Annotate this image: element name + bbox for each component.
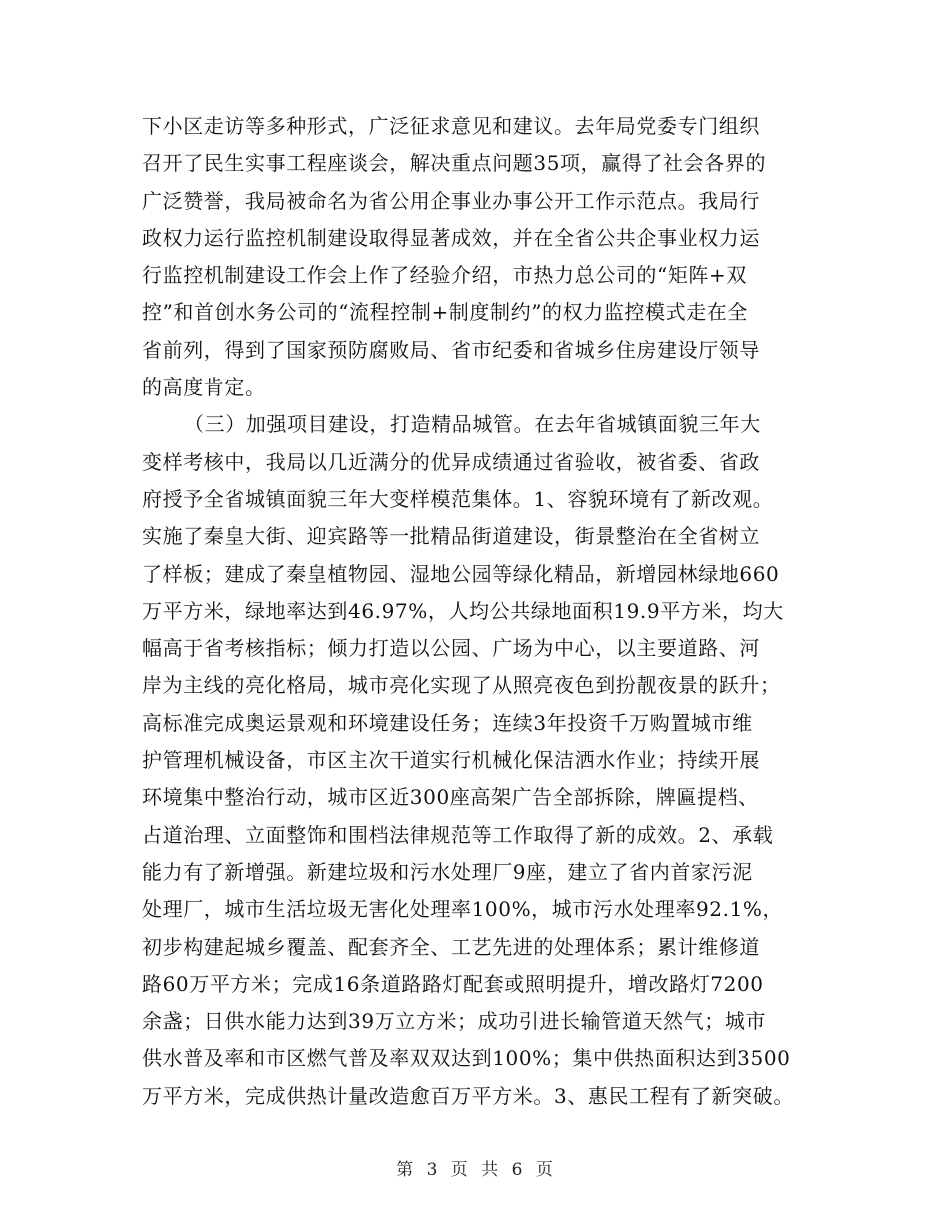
text-line: 岸为主线的亮化格局，城市亮化实现了从照亮夜色到扮靓夜景的跃升； <box>142 673 781 698</box>
text-line: 环境集中整治行动，城市区近300座高架广告全部拆除，牌匾提档、 <box>142 785 759 810</box>
text-line: 处理厂，城市生活垃圾无害化处理率100%，城市污水处理率92.1%， <box>142 897 784 922</box>
footer-page-unit: 页 <box>450 1160 469 1180</box>
footer-total-unit: 页 <box>535 1160 554 1180</box>
page-footer <box>0 1155 950 1180</box>
text-line: 召开了民生实事工程座谈会，解决重点问题35项，赢得了社会各界的 <box>142 151 767 176</box>
text-line: 幅高于省考核指标；倾力打造以公园、广场为中心，以主要道路、河 <box>142 636 760 661</box>
text-line: 万平方米，完成供热计量改造愈百万平方米。3、惠民工程有了新突破。 <box>142 1083 794 1108</box>
footer-total-prefix: 共 <box>481 1160 500 1180</box>
text-line: 府授予全省城镇面貌三年大变样模范集体。1、容貌环境有了新改观。 <box>142 486 774 511</box>
text-line: 的高度肯定。 <box>142 375 266 400</box>
text-line: 下小区走访等多种形式，广泛征求意见和建议。去年局党委专门组织 <box>142 114 760 138</box>
footer-prefix: 第 <box>396 1160 415 1180</box>
text-line: 了样板；建成了秦皇植物园、湿地公园等绿化精品，新增园林绿地660 <box>142 561 780 586</box>
text-line: 占道治理、立面整饰和围档法律规范等工作取得了新的成效。2、承载 <box>142 822 774 847</box>
text-line: 万平方米，绿地率达到46.97%，人均公共绿地面积19.9平方米，均大 <box>142 598 784 623</box>
current-page-number: 3 <box>426 1160 439 1180</box>
text-line: 广泛赞誉，我局被命名为省公用企事业办事公开工作示范点。我局行 <box>142 188 760 213</box>
text-line: 省前列，得到了国家预防腐败局、省市纪委和省城乡住房建设厅领导 <box>142 337 760 362</box>
text-line: 政权力运行监控机制建设取得显著成效，并在全省公共企事业权力运 <box>142 225 760 250</box>
text-line: 余盏；日供水能力达到39万立方米；成功引进长输管道天然气；城市 <box>142 1009 767 1034</box>
text-line: 路60万平方米；完成16条道路路灯配套或照明提升，增改路灯7200 <box>142 971 764 996</box>
text-line: 实施了秦皇大街、迎宾路等一批精品街道建设，街景整治在全省树立 <box>142 524 760 549</box>
text-line: 护管理机械设备，市区主次干道实行机械化保洁洒水作业；持续开展 <box>142 748 760 773</box>
body-text <box>142 108 832 1115</box>
section-heading-line: （三）加强项目建设，打造精品城管。在去年省城镇面貌三年大 <box>184 412 761 437</box>
text-line: 行监控机制建设工作会上作了经验介绍，市热力总公司的“矩阵+双 <box>142 263 747 288</box>
text-line: 供水普及率和市区燃气普及率双双达到100%；集中供热面积达到3500 <box>142 1046 791 1071</box>
text-line: 高标准完成奥运景观和环境建设任务；连续3年投资千万购置城市维 <box>142 710 753 735</box>
text-line: 能力有了新增强。新建垃圾和污水处理厂9座，建立了省内首家污泥 <box>142 859 753 884</box>
text-line: 控”和首创水务公司的“流程控制+制度制约”的权力监控模式走在全 <box>142 300 749 325</box>
total-pages-number: 6 <box>511 1160 524 1180</box>
text-line: 初步构建起城乡覆盖、配套齐全、工艺先进的处理体系；累计维修道 <box>142 934 760 959</box>
text-line: 变样考核中，我局以几近满分的优异成绩通过省验收，被省委、省政 <box>142 449 760 474</box>
